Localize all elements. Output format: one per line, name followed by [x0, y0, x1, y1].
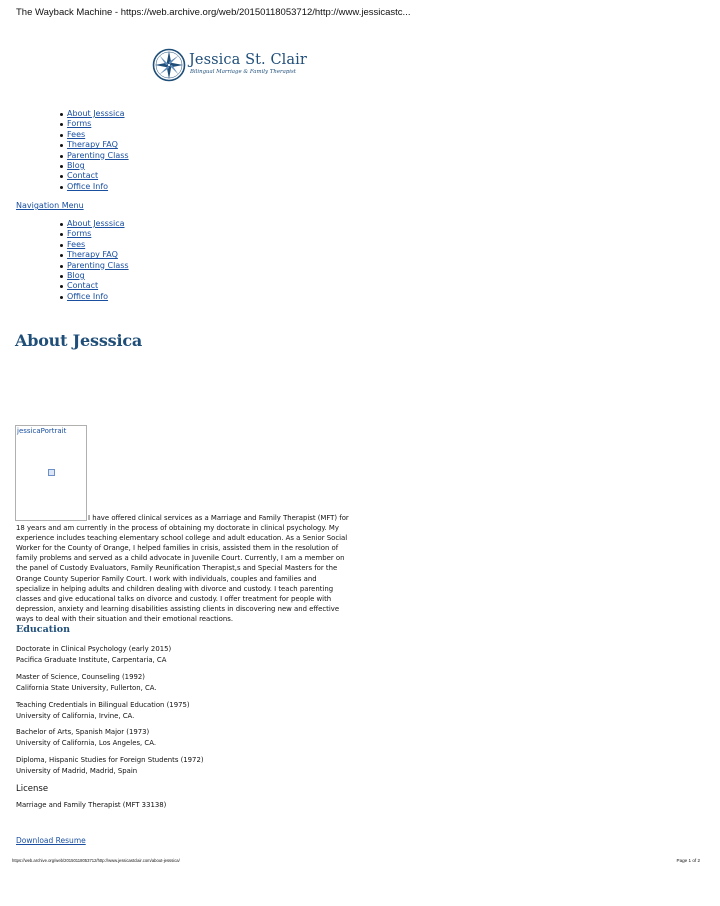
nav-link-forms[interactable]: Forms: [67, 119, 92, 129]
mobile-nav-item-contact: [67, 281, 129, 291]
license-heading: License: [16, 784, 49, 794]
education-item: [16, 755, 204, 777]
nav-item-therapy-faq: [67, 140, 129, 150]
portrait-alt-text: jessicaPortrait: [17, 427, 67, 435]
nav-item-about: [67, 109, 129, 119]
license-text: Marriage and Family Therapist (MFT 33138): [16, 801, 167, 809]
education-degree: Doctorate in Clinical Psychology (early 2015): [16, 645, 172, 653]
education-degree: Teaching Credentials in Bilingual Education (1975): [16, 701, 190, 709]
education-school: University of California, Los Angeles, CA.: [16, 739, 157, 747]
print-header-title: The Wayback Machine - https://web.archive.org/web/20150118053712/http://www.jessicastc...: [16, 7, 411, 18]
education-school: University of California, Irvine, CA.: [16, 712, 135, 720]
nav-item-office-info: [67, 182, 129, 192]
bio-paragraph: I have offered clinical services as a Marriage and Family Therapist (MFT) for 18 years and am currently in the process of obtaining my doctorate in clinical psychology. My experience includes teaching elementary school college and adult education. As a Senior Social Worker for the County of Orange, I helped families in crisis, assisted them in the resolution of family problems and served as a child advocate in Juvenile Court. Currently, I am a member on the panel of Custody Evaluators, Family Reunification Therapist,s and Special Masters for the Orange County Superior Family Court. I work with individuals, couples and families and specialize in helping adults and children dealing with divorce and custody. I teach parenting classes and give educational talks on divorce and custody. I offer treatment for people with depression, anxiety and learning disabilities assisting clients in discovering new and effective ways to deal with their situation and their emotional reactions.: [16, 514, 349, 623]
nav-item-contact: [67, 171, 129, 181]
education-degree: Master of Science, Counseling (1992): [16, 673, 145, 681]
mobile-nav-item-blog: [67, 271, 129, 281]
mobile-nav-link-contact[interactable]: Contact: [67, 281, 99, 291]
nav-item-forms: [67, 119, 129, 129]
mobile-nav-link-office-info[interactable]: Office Info: [67, 291, 109, 301]
logo-tagline: Bilingual Marriage & Family Therapist: [190, 69, 296, 75]
nav-link-therapy-faq[interactable]: Therapy FAQ: [67, 140, 118, 150]
page-title: About Jesssica: [15, 331, 143, 350]
education-heading: Education: [16, 624, 70, 635]
education-school: Pacifica Graduate Institute, Carpentaria, CA: [16, 656, 167, 664]
nav-item-parenting-class: [67, 151, 129, 161]
portrait-image: [15, 425, 87, 521]
nav-link-parenting-class[interactable]: Parenting Class: [67, 150, 129, 160]
mobile-nav-item-about: [67, 219, 129, 229]
education-school: University of Madrid, Madrid, Spain: [16, 767, 138, 775]
mobile-nav: [67, 219, 129, 302]
mobile-nav-link-fees[interactable]: Fees: [67, 239, 86, 249]
nav-link-office-info[interactable]: Office Info: [67, 181, 109, 191]
compass-rose-icon: [152, 48, 186, 82]
primary-nav: [67, 109, 129, 192]
education-item: [16, 644, 171, 666]
mobile-nav-item-therapy-faq: [67, 250, 129, 260]
mobile-nav-item-parenting-class: [67, 261, 129, 271]
print-footer-url: https://web.archive.org/web/20150118053712/http://www.jessicastclair.com/about-jesssica/: [12, 858, 180, 863]
nav-link-blog[interactable]: Blog: [67, 160, 85, 170]
nav-link-contact[interactable]: Contact: [67, 171, 99, 181]
print-footer-page-number: Page 1 of 2: [676, 858, 700, 863]
mobile-nav-link-blog[interactable]: Blog: [67, 270, 85, 280]
logo-name: Jessica St. Clair: [189, 52, 307, 68]
education-item: [16, 700, 190, 722]
mobile-nav-item-forms: [67, 229, 129, 239]
nav-item-blog: [67, 161, 129, 171]
nav-item-fees: [67, 130, 129, 140]
broken-image-icon: [48, 469, 55, 476]
navigation-menu-link[interactable]: Navigation Menu: [16, 201, 84, 210]
nav-link-fees[interactable]: Fees: [67, 129, 86, 139]
mobile-nav-link-therapy-faq[interactable]: Therapy FAQ: [67, 250, 118, 260]
mobile-nav-item-fees: [67, 240, 129, 250]
mobile-nav-link-about[interactable]: About Jesssica: [67, 219, 125, 228]
education-item: [16, 727, 156, 749]
site-logo[interactable]: [152, 48, 312, 84]
download-resume-link[interactable]: Download Resume: [16, 836, 86, 845]
mobile-nav-item-office-info: [67, 292, 129, 302]
nav-link-about[interactable]: About Jesssica: [67, 109, 125, 118]
mobile-nav-link-forms[interactable]: Forms: [67, 229, 92, 239]
education-school: California State University, Fullerton, CA.: [16, 684, 157, 692]
education-item: [16, 672, 157, 694]
mobile-nav-link-parenting-class[interactable]: Parenting Class: [67, 260, 129, 270]
education-degree: Diploma, Hispanic Studies for Foreign Students (1972): [16, 756, 204, 764]
education-degree: Bachelor of Arts, Spanish Major (1973): [16, 728, 150, 736]
